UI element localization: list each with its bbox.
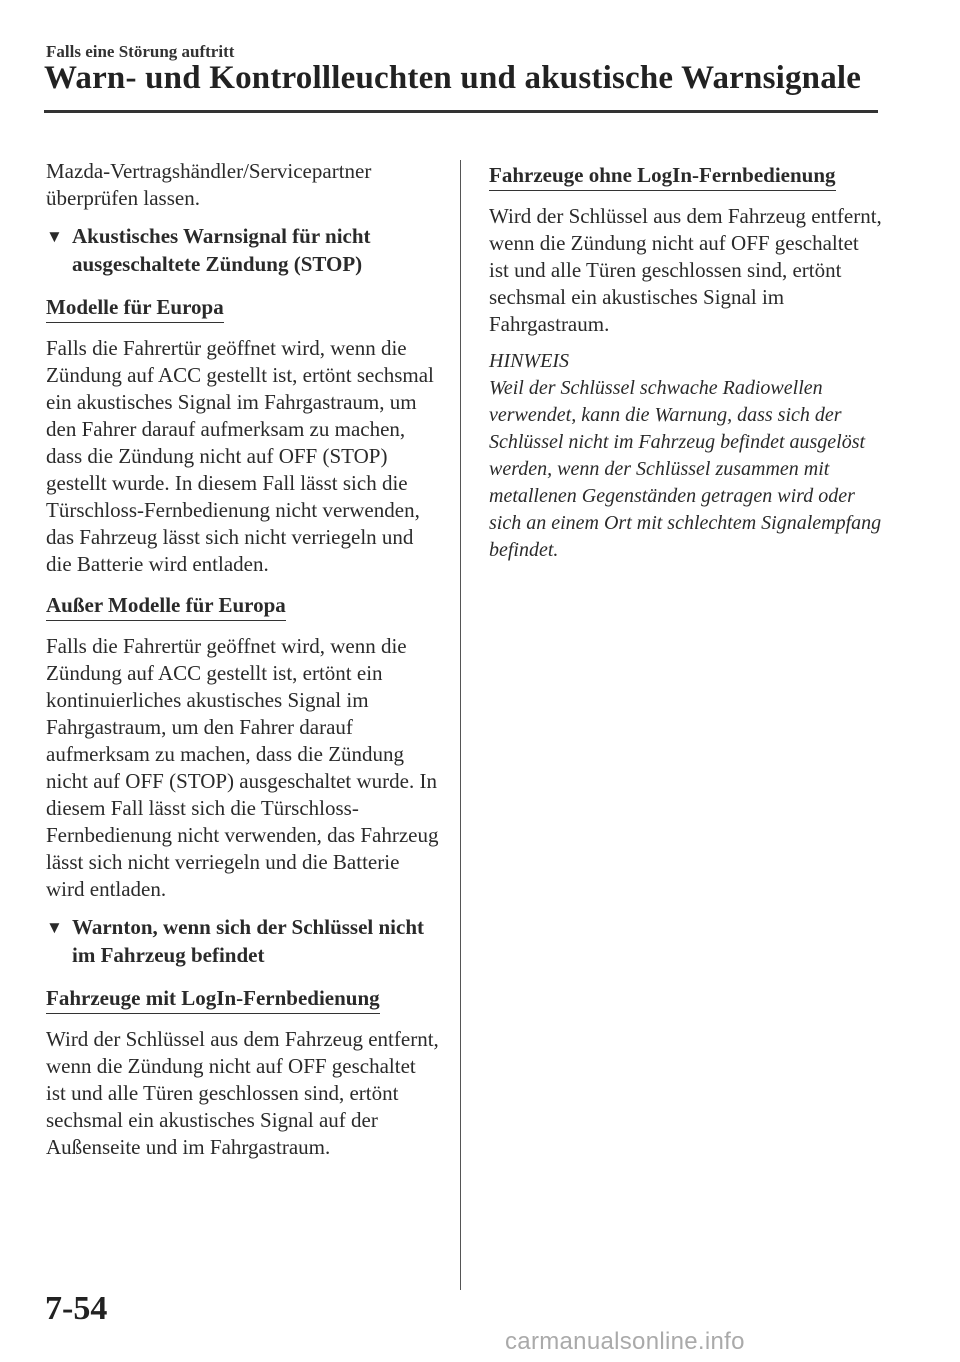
paragraph-without-login: Wird der Schlüssel aus dem Fahrzeug entfernt, wenn die Zündung nicht auf OFF geschaltet ist und alle Türen geschlossen sind, ertönt sechsmal ein akustisches Signal im Fahrgastraum. [489, 204, 882, 336]
column-divider [460, 160, 461, 1290]
note-label: HINWEIS [489, 350, 569, 372]
page-title: Warn- und Kontrollleuchten und akustische Warnsignale [44, 60, 862, 96]
paragraph-with-login: Wird der Schlüssel aus dem Fahrzeug entfernt, wenn die Zündung nicht auf OFF geschaltet ist und alle Türen geschlossen sind, ertönt sechsmal ein akustisches Signal auf der Außenseite und im Fahrgastraum. [46, 1027, 439, 1159]
section-kicker: Falls eine Störung auftritt [46, 42, 235, 61]
subhead-europe: Modelle für Europa [46, 294, 224, 323]
intro-paragraph: Mazda-Vertragshändler/Servicepartner überprüfen lassen. [46, 159, 372, 210]
page-number: 7-54 [45, 1290, 108, 1327]
triangle-bullet-icon: ▼ [46, 918, 63, 937]
right-column [489, 158, 883, 564]
heading-key-warning [46, 913, 440, 969]
paragraph-europe: Falls die Fahrertür geöffnet wird, wenn die Zündung auf ACC gestellt ist, ertönt sechsmal ein akustisches Signal im Fahrgastraum, um den Fahrer darauf aufmerksam zu machen, dass die Zündung nicht auf OFF (STOP) gestellt wurde. In diesem Fall lässt sich die Türschloss-Fernbedienung nicht verwenden, das Fahrzeug lässt sich nicht verriegeln und die Batterie wird entladen. [46, 336, 434, 576]
title-rule [44, 110, 878, 113]
heading-ignition-warning [46, 222, 440, 278]
subhead-with-login: Fahrzeuge mit LogIn-Fernbedienung [46, 985, 380, 1014]
subhead-non-europe: Außer Modelle für Europa [46, 592, 286, 621]
heading-text: Warnton, wenn sich der Schlüssel nicht im Fahrzeug befindet [72, 915, 425, 967]
watermark: carmanualsonline.info [505, 1328, 745, 1355]
subhead-without-login: Fahrzeuge ohne LogIn-Fernbedienung [489, 162, 836, 191]
paragraph-non-europe: Falls die Fahrertür geöffnet wird, wenn die Zündung auf ACC gestellt ist, ertönt ein kontinuierliches akustisches Signal im Fahrgastraum, um den Fahrer darauf aufmerksam zu machen, dass die Zündung nicht auf OFF (STOP) ausgeschaltet wurde. In diesem Fall lässt sich die Türschloss-Fernbedienung nicht verwenden, das Fahrzeug lässt sich nicht verriegeln und die Batterie wird entladen. [46, 634, 439, 901]
left-column [46, 158, 440, 1171]
note-text: Weil der Schlüssel schwache Radiowellen verwendet, kann die Warnung, dass sich der Schlüssel nicht im Fahrzeug befindet ausgelöst werden, wenn der Schlüssel zusammen mit metallenen Gegenständen getragen wird oder sich an einem Ort mit schlechtem Signalempfang befindet. [489, 377, 882, 561]
heading-text: Akustisches Warnsignal für nicht ausgeschaltete Zündung (STOP) [72, 224, 371, 276]
triangle-bullet-icon: ▼ [46, 227, 63, 246]
